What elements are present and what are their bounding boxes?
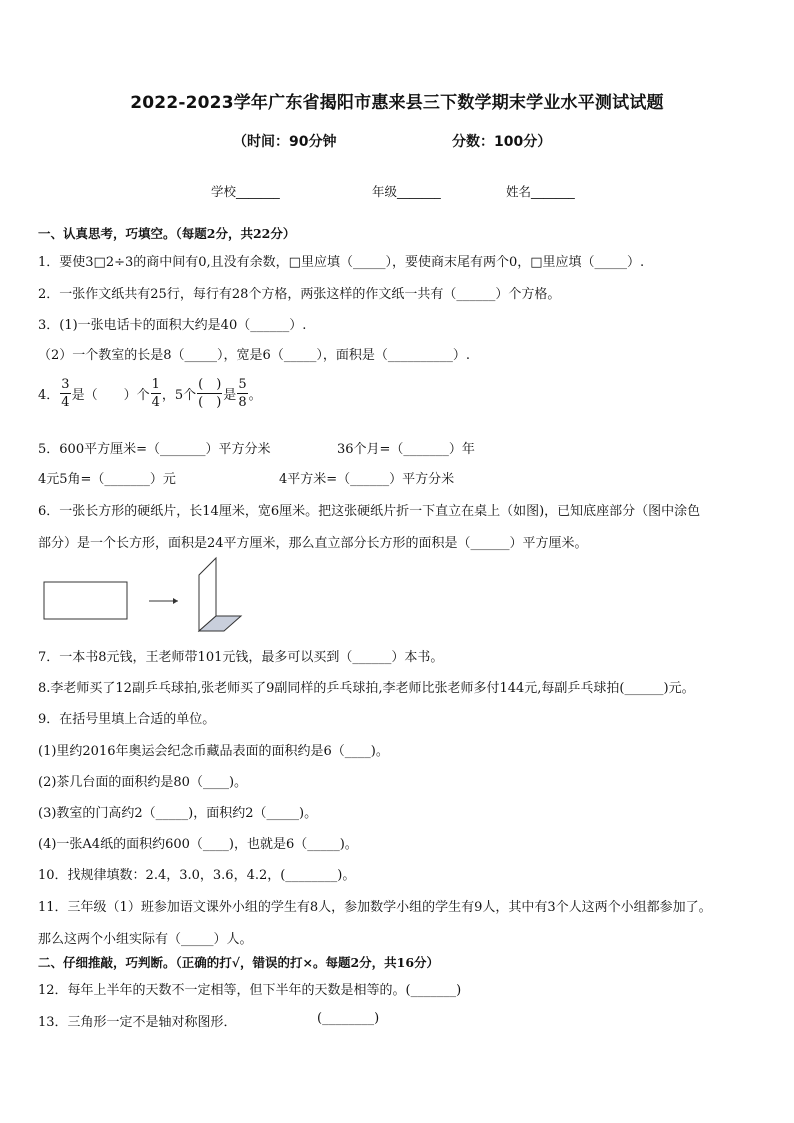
question-5d: 4平方米=（______）平方分米 [279, 472, 455, 487]
question-9-3: (3)教室的门高约2（_____)，面积约2（_____)。 [38, 806, 318, 821]
question-13-blank[interactable]: (________) [317, 1011, 380, 1026]
fraction-denominator-blank[interactable]: ( ) [198, 395, 222, 410]
question-9-2: (2)茶几台面的面积约是80（____)。 [38, 775, 248, 790]
exam-time: （时间：90分钟 [233, 134, 337, 150]
question-3b: （2）一个教室的长是8（_____），宽是6（_____），面积是（__________）. [38, 348, 470, 363]
fraction-denominator: 4 [151, 395, 160, 410]
school-field[interactable]: 学校_______ [211, 184, 280, 199]
exam-score: 分数：100分） [452, 134, 552, 150]
question-5b: 36个月=（_______）年 [337, 442, 475, 457]
q4-text-1: 是（ ）个 [71, 388, 150, 403]
question-7: 7．一本书8元钱，王老师带101元钱，最多可以买到（______）本书。 [38, 650, 444, 665]
q4-prefix: 4． [38, 388, 60, 403]
question-9-4: (4)一张A4纸的面积约600（____)，也就是6（_____)。 [38, 837, 358, 852]
question-9-1: (1)里约2016年奥运会纪念币藏品表面的面积约是6（____)。 [38, 744, 389, 759]
question-9: 9．在括号里填上合适的单位。 [38, 712, 216, 727]
question-4 [38, 378, 262, 409]
question-1: 1．要使3□2÷3的商中间有0,且没有余数，□里应填（_____），要使商末尾有两个0，□里应填（_____）. [38, 255, 645, 270]
fraction-1-4 [151, 378, 161, 409]
q4-text-3: 是 [223, 388, 237, 403]
question-11a: 11．三年级（1）班参加语文课外小组的学生有8人，参加数学小组的学生有9人，其中有3个人这两个小组都参加了。 [38, 900, 712, 915]
question-8: 8.李老师买了12副乒乓球拍,张老师买了9副同样的乒乓球拍,李老师比张老师多付144元,每副乒乓球拍(______)元。 [38, 681, 695, 696]
question-12: 12．每年上半年的天数不一定相等，但下半年的天数是相等的。(_______) [38, 983, 462, 998]
fraction-numerator: 5 [238, 377, 247, 392]
q6-figure [38, 555, 258, 635]
fraction-numerator: 3 [61, 377, 70, 392]
grade-field[interactable]: 年级_______ [372, 184, 441, 199]
page-title: 2022-2023学年广东省揭阳市惠来县三下数学期末学业水平测试试题 [130, 93, 664, 113]
flat-card-rectangle [44, 582, 127, 619]
question-5a: 5．600平方厘米=（_______）平方分米 [38, 442, 271, 457]
q4-text-2: ，5个 [161, 388, 197, 403]
question-13: 13．三角形一定不是轴对称图形． [38, 1015, 237, 1030]
fraction-3-4 [60, 378, 70, 409]
shaded-base [199, 616, 241, 631]
arrow-head-icon [173, 598, 178, 604]
question-3a: 3．(1)一张电话卡的面积大约是40（______）. [38, 318, 307, 333]
question-5c: 4元5角=（_______）元 [38, 472, 176, 487]
fraction-numerator: 1 [151, 377, 160, 392]
question-6a: 6．一张长方形的硬纸片，长14厘米，宽6厘米。把这张硬纸片折一下直立在桌上（如图)，已知底座部分（图中涂色 [38, 504, 701, 519]
question-6b: 部分）是一个长方形，面积是24平方厘米，那么直立部分长方形的面积是（______）平方厘米。 [38, 536, 588, 551]
question-2: 2．一张作文纸共有25行，每行有28个方格，两张这样的作文纸一共有（______）个方格。 [38, 287, 561, 302]
name-field[interactable]: 姓名_______ [506, 184, 575, 199]
fraction-numerator-blank[interactable]: ( ) [198, 377, 222, 392]
fraction-blank[interactable] [197, 378, 222, 409]
question-10: 10．找规律填数：2.4，3.0，3.6，4.2，(________)。 [38, 868, 356, 883]
fraction-5-8 [237, 378, 247, 409]
section2-heading: 二、仔细推敲，巧判断。（正确的打√，错误的打×。每题2分，共16分） [38, 955, 440, 970]
question-11b: 那么这两个小组实际有（_____）人。 [38, 932, 253, 947]
fraction-denominator: 4 [61, 395, 70, 410]
section1-heading: 一、认真思考，巧填空。（每题2分，共22分） [38, 226, 296, 241]
fraction-denominator: 8 [238, 395, 247, 410]
q4-text-4: 。 [248, 388, 262, 403]
